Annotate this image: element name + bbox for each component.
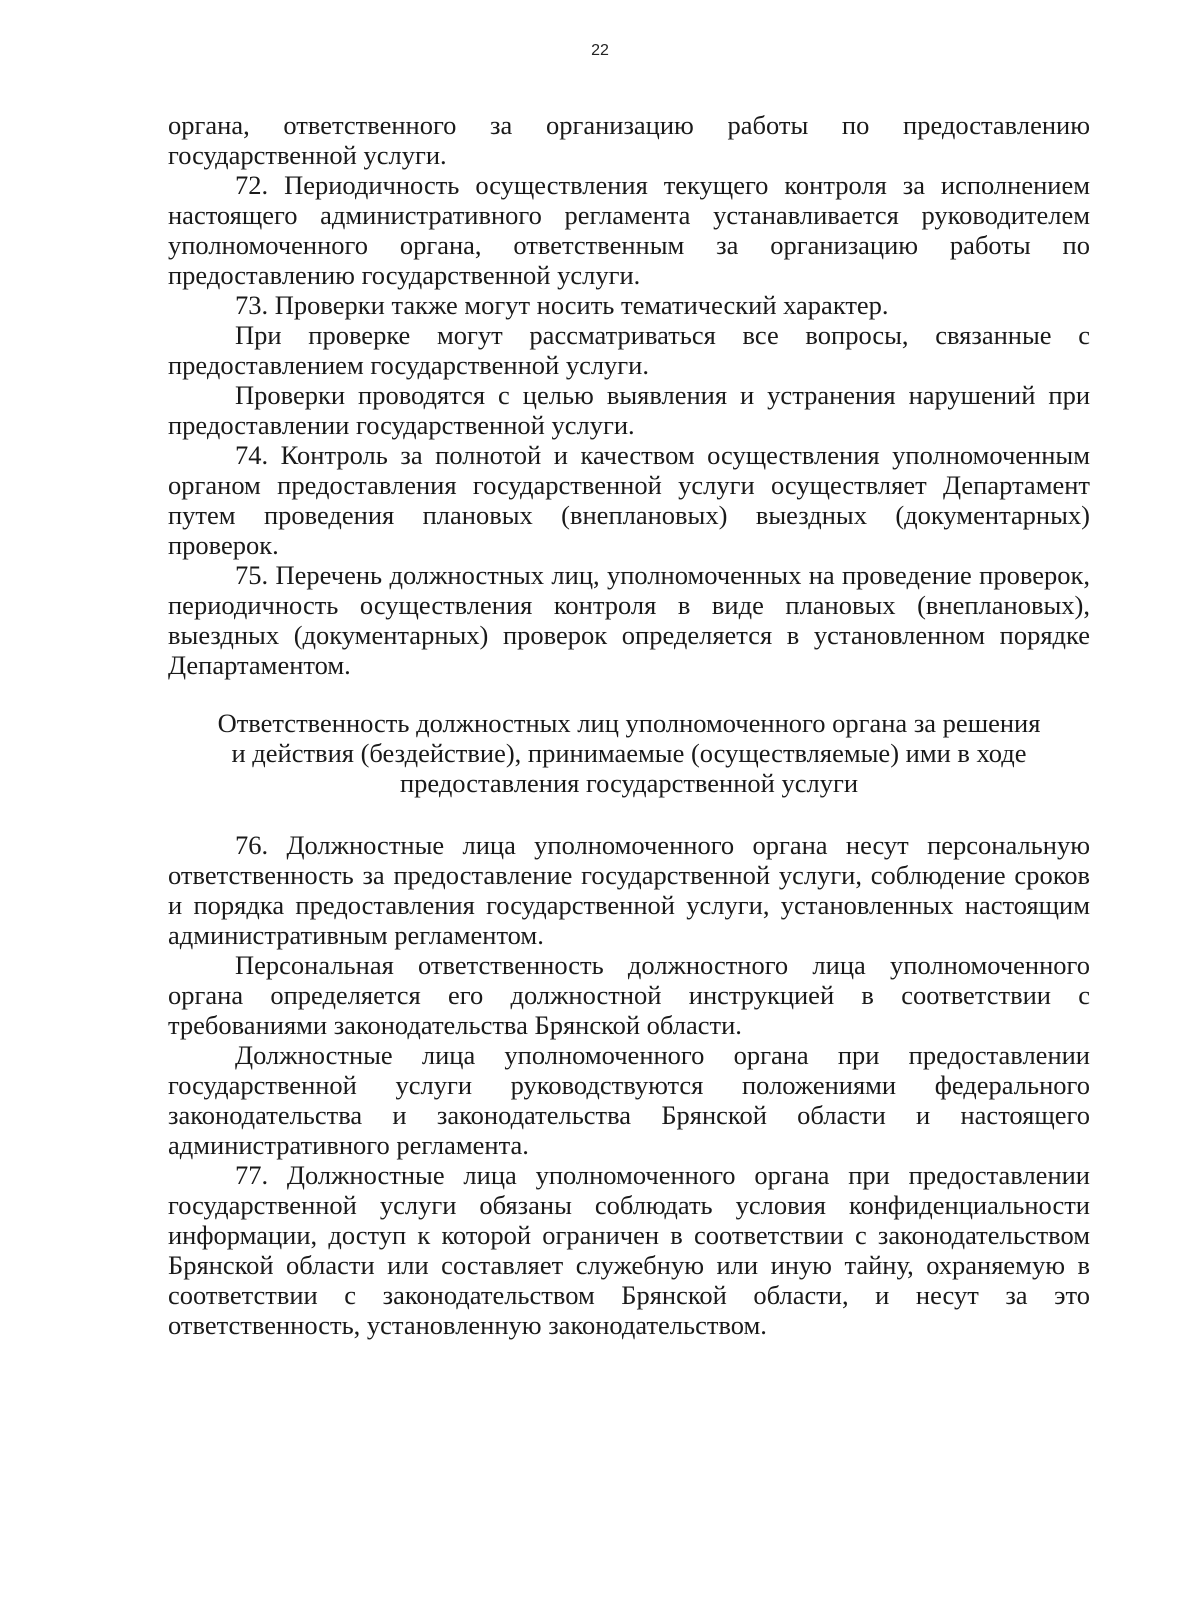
paragraph-73-scope: При проверке могут рассматриваться все вопросы, связанные с предоставлением государственной услуги. bbox=[168, 320, 1090, 380]
paragraph-76-personal-responsibility: Персональная ответственность должностного лица уполномоченного органа определяется его должностной инструкцией в соответствии с требованиями законодательства Брянской области. bbox=[168, 950, 1090, 1040]
paragraph-73-purpose: Проверки проводятся с целью выявления и устранения нарушений при предоставлении государственной услуги. bbox=[168, 380, 1090, 440]
paragraph-77: 77. Должностные лица уполномоченного органа при предоставлении государственной услуги обязаны соблюдать условия конфиденциальности информации, доступ к которой ограничен в соответствии с законодательством Брянской области или составляет служебную или иную тайну, охраняемую в соответствии с законодательством Брянской области, и несут за это ответственность, установленную законодательством. bbox=[168, 1160, 1090, 1340]
paragraph-75: 75. Перечень должностных лиц, уполномоченных на проведение проверок, периодичность осуществления контроля в виде плановых (внеплановых), выездных (документарных) проверок определяется в установленном порядке Департаментом. bbox=[168, 560, 1090, 680]
paragraph-76: 76. Должностные лица уполномоченного органа несут персональную ответственность за предоставление государственной услуги, соблюдение сроков и порядка предоставления государственной услуги, установленных настоящим административным регламентом. bbox=[168, 830, 1090, 950]
paragraph-74: 74. Контроль за полнотой и качеством осуществления уполномоченным органом предоставления государственной услуги осуществляет Департамент путем проведения плановых (внеплановых) выездных (документарных) проверок. bbox=[168, 440, 1090, 560]
section-heading bbox=[168, 708, 1090, 798]
page-number: 22 bbox=[591, 42, 609, 59]
section-heading-line-1: Ответственность должностных лиц уполномоченного органа за решения bbox=[217, 708, 1041, 738]
paragraph-continuation: органа, ответственного за организацию работы по предоставлению государственной услуги. bbox=[168, 110, 1090, 170]
section-heading-line-3: предоставления государственной услуги bbox=[399, 768, 859, 798]
paragraph-72: 72. Периодичность осуществления текущего контроля за исполнением настоящего административного регламента устанавливается руководителем уполномоченного органа, ответственным за организацию работы по предоставлению государственной услуги. bbox=[168, 170, 1090, 290]
paragraph-73: 73. Проверки также могут носить тематический характер. bbox=[235, 290, 889, 320]
document-body-bottom bbox=[168, 830, 1090, 1340]
paragraph-76-guidance: Должностные лица уполномоченного органа при предоставлении государственной услуги руководствуются положениями федерального законодательства и законодательства Брянской области и настоящего административного регламента. bbox=[168, 1040, 1090, 1160]
section-heading-line-2: и действия (бездействие), принимаемые (осуществляемые) ими в ходе bbox=[231, 738, 1027, 768]
document-body-top bbox=[168, 110, 1090, 680]
